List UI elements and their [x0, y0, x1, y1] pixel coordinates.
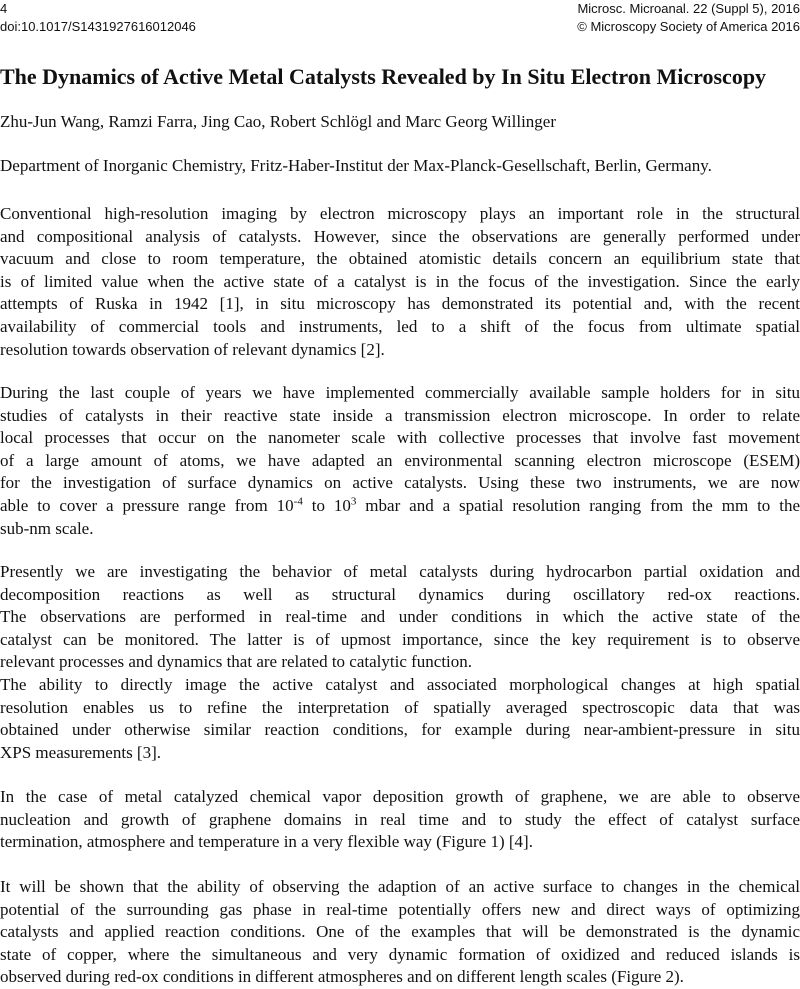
text-line: resolution towards observation of relevant dynamics [2]. — [0, 339, 385, 359]
copyright: © Microscopy Society of America 2016 — [577, 19, 800, 34]
text-line: XPS measurements [3]. — [0, 742, 162, 762]
text-line: decomposition reactions as well as structural dynamics during oscillatory red-ox reactions. — [0, 584, 800, 604]
text-line: is of limited value when the active state of a catalyst is in the focus of the investigation. Since the early — [0, 271, 800, 291]
pressure-text-pre: able to cover a pressure range from 10 — [0, 495, 294, 515]
text-line: observed during red-ox conditions in different atmospheres and on different length scales (Figure 2). — [0, 967, 684, 987]
text-line: studies of catalysts in their reactive state inside a transmission electron microscope. In order to relate — [0, 405, 800, 425]
text-line: It will be shown that the ability of observing the adaption of an active surface to changes in the chemical — [0, 877, 800, 896]
text-line: state of copper, where the simultaneous and very dynamic formation of oxidized and reduced islands is — [0, 944, 800, 964]
text-line: relevant processes and dynamics that are related to catalytic function. — [0, 652, 473, 672]
text-line: resolution enables us to refine the interpretation of spatially averaged spectroscopic data that was — [0, 697, 800, 717]
header-right — [577, 0, 800, 36]
pressure-exponent-high: 3 — [350, 495, 357, 508]
author-list: Zhu-Jun Wang, Ramzi Farra, Jing Cao, Robert Schlögl and Marc Georg Willinger — [0, 112, 557, 131]
text-line: vacuum and close to room temperature, the obtained atomistic details concern an equilibrium state that — [0, 249, 800, 269]
text-line: The observations are performed in real-time and under conditions in which the active state of the — [0, 607, 800, 627]
journal-citation: Microsc. Microanal. 22 (Suppl 5), 2016 — [577, 1, 800, 16]
text-line: sub-nm scale. — [0, 518, 94, 538]
pressure-text-post: mbar and a spatial resolution ranging from the mm to the — [356, 495, 800, 515]
text-line: for the investigation of surface dynamics on active catalysts. Using these two instruments, we are now — [0, 473, 800, 493]
text-line: availability of commercial tools and instruments, led to a shift of the focus from ultimate spatial — [0, 316, 800, 336]
text-line: Presently we are investigating the behavior of metal catalysts during hydrocarbon partial oxidation and — [0, 562, 800, 581]
text-line: The ability to directly image the active catalyst and associated morphological changes at high spatial — [0, 675, 800, 694]
text-line: of a large amount of atoms, we have adapted an environmental scanning electron microscope (ESEM) — [0, 450, 800, 470]
pressure-text-mid: to 10 — [302, 495, 351, 515]
text-line: In the case of metal catalyzed chemical vapor deposition growth of graphene, we are able to observe — [0, 787, 800, 806]
text-line: potential of the surrounding gas phase in real-time potentially offers new and direct ways of optimizing — [0, 899, 800, 919]
paragraph-6 — [0, 876, 800, 989]
page-number: 4 — [0, 1, 8, 16]
text-line: Conventional high-resolution imaging by electron microscopy plays an important role in the structural — [0, 204, 800, 223]
doi: doi:10.1017/S1431927616012046 — [0, 19, 196, 34]
text-line: attempts of Ruska in 1942 [1], in situ microscopy has demonstrated its potential and, with the recent — [0, 294, 800, 314]
text-line: and compositional analysis of catalysts. However, since the observations are generally performed under — [0, 226, 800, 246]
paragraph-4 — [0, 674, 800, 764]
paragraph-1 — [0, 203, 800, 361]
header-left — [0, 0, 196, 36]
text-line: obtained under otherwise similar reaction conditions, for example during near-ambient-pressure in situ — [0, 720, 800, 740]
text-line: catalysts and applied reaction conditions. One of the examples that will be demonstrated is the dynamic — [0, 922, 800, 942]
text-line: termination, atmosphere and temperature in a very flexible way (Figure 1) [4]. — [0, 832, 533, 852]
text-line: During the last couple of years we have implemented commercially available sample holders for in situ — [0, 383, 800, 402]
paragraph-2 — [0, 382, 800, 540]
article-title: The Dynamics of Active Metal Catalysts Revealed by In Situ Electron Microscopy — [0, 64, 767, 89]
affiliation: Department of Inorganic Chemistry, Fritz-Haber-Institut der Max-Planck-Gesellschaft, Berlin, Germany. — [0, 156, 712, 175]
paragraph-5 — [0, 786, 800, 854]
pressure-range-line — [0, 495, 800, 518]
pressure-exponent-low: -4 — [293, 495, 303, 508]
text-line: nucleation and growth of graphene domains in real time and to study the effect of catalyst surface — [0, 809, 800, 829]
text-line: catalyst can be monitored. The latter is of upmost importance, since the key requirement is to observe — [0, 629, 800, 649]
paragraph-3 — [0, 561, 800, 674]
text-line: local processes that occur on the nanometer scale with collective processes that involve fast movement — [0, 428, 800, 448]
